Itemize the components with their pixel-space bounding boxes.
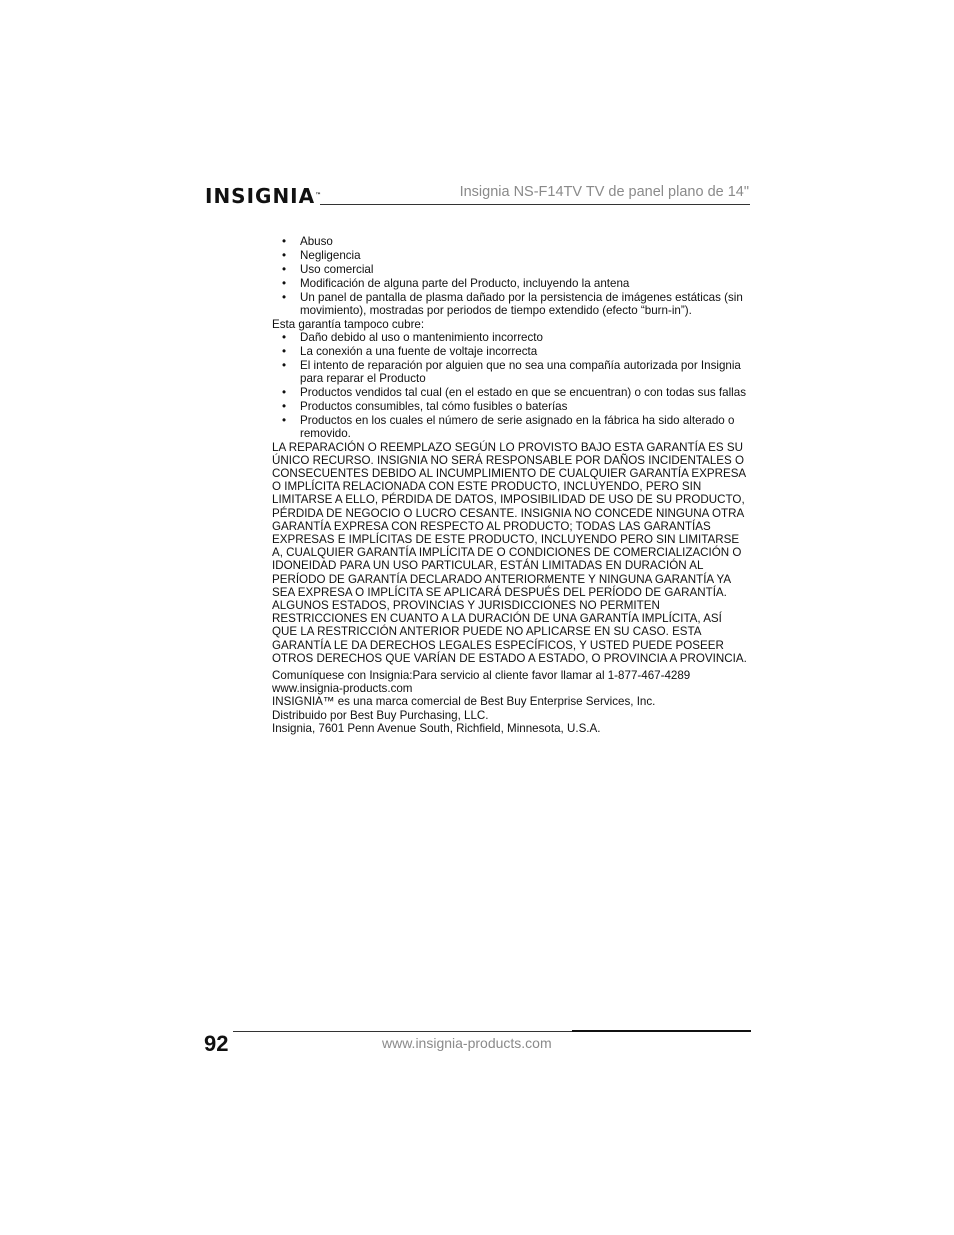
header-title: Insignia NS-F14TV TV de panel plano de 14": [459, 184, 749, 200]
bullet-icon: •: [282, 235, 287, 248]
page-content: [272, 235, 750, 735]
contact-website: www.insignia-products.com: [272, 682, 413, 696]
bullet-icon: •: [282, 290, 287, 304]
list-item-text: Productos en los cuales el número de serie asignado en la fábrica ha sido alterado o removido.: [300, 413, 735, 440]
list-item: [272, 277, 750, 290]
bullet-icon: •: [282, 276, 287, 290]
logo-text: INSIGNIA: [205, 184, 316, 208]
contact-phone: Comuníquese con Insignia:Para servicio al cliente favor llamar al 1-877-467-4289: [272, 669, 691, 683]
list-item: [272, 235, 750, 248]
company-address: Insignia, 7601 Penn Avenue South, Richfield, Minnesota, U.S.A.: [272, 721, 601, 735]
bullet-icon: •: [282, 385, 287, 399]
bullet-icon: •: [282, 330, 287, 344]
not-covered-list: [272, 235, 750, 317]
list-item-text: Uso comercial: [300, 262, 374, 276]
list-item-text: Negligencia: [300, 248, 361, 262]
list-item: [272, 359, 750, 385]
logo-trademark: ™: [315, 192, 322, 199]
footer-rule-accent: [572, 1030, 751, 1032]
list-item-text: Abuso: [300, 235, 333, 248]
distributor-notice: Distribuido por Best Buy Purchasing, LLC.: [272, 708, 489, 722]
also-not-covered-list: [272, 331, 750, 440]
page-number: 92: [204, 1031, 229, 1056]
bullet-icon: •: [282, 358, 287, 372]
list-item: [272, 263, 750, 276]
insignia-logo: [205, 184, 321, 208]
list-item: [272, 386, 750, 399]
bullet-icon: •: [282, 399, 287, 413]
list-item-text: Productos vendidos tal cual (en el estado en que se encuentran) o con todas sus fallas: [300, 385, 746, 399]
list-item-text: Productos consumibles, tal cómo fusibles o baterías: [300, 399, 568, 413]
bullet-icon: •: [282, 344, 287, 358]
warranty-disclaimer: LA REPARACIÓN O REEMPLAZO SEGÚN LO PROVISTO BAJO ESTA GARANTÍA ES SU ÚNICO RECURSO. INSIGNIA NO SERÁ RESPONSABLE POR DAÑOS INCIDENTALES O CONSECUENTES DEBIDO AL INCUMPLIMIENTO DE CUALQUIER GARANTÍA EXPRESA O IMPLÍCITA RELACIONADA CON ESTE PRODUCTO, INCLUYENDO, PERO SIN LIMITARSE A ELLO, PÉRDIDA DE DATOS, IMPOSIBILIDAD DE USO DE SU PRODUCTO, PÉRDIDA DE NEGOCIO O LUCRO CESANTE. INSIGNIA NO CONCEDE NINGUNA OTRA GARANTÍA EXPRESA CON RESPECTO AL PRODUCTO; TODAS LAS GARANTÍAS EXPRESAS E IMPLÍCITAS DE ESTE PRODUCTO, INCLUYENDO PERO SIN LIMITARSE A, CUALQUIER GARANTÍA IMPLÍCITA DE O CONDICIONES DE COMERCIALIZACIÓN O IDONEIDAD PARA UN USO PARTICULAR, ESTÁN LIMITADAS EN DURACIÓN AL PERÍODO DE GARANTÍA DECLARADO ANTERIORMENTE Y NINGUNA GARANTÍA YA SEA EXPRESA O IMPLÍCITA SE APLICARÁ DESPUÉS DEL PERÍODO DE GARANTÍA. ALGUNOS ESTADOS, PROVINCIAS Y JURISDICCIONES NO PERMITEN RESTRICCIONES EN CUANTO A LA DURACIÓN DE UNA GARANTÍA IMPLÍCITA, ASÍ QUE LA RESTRICCIÓN ANTERIOR PUEDE NO APLICARSE EN SU CASO. ESTA GARANTÍA LE DA DERECHOS LEGALES ESPECÍFICOS, Y USTED PUEDE POSEER OTROS DERECHOS QUE VARÍAN DE ESTADO A ESTADO, O PROVINCIA A PROVINCIA.: [272, 440, 747, 665]
list-item: [272, 249, 750, 262]
contact-block: [272, 669, 750, 735]
list-item: [272, 291, 750, 317]
list-item: [272, 400, 750, 413]
bullet-icon: •: [282, 413, 287, 427]
trademark-notice: INSIGNIA™ es una marca comercial de Best Buy Enterprise Services, Inc.: [272, 695, 656, 709]
also-not-covered-heading: Esta garantía tampoco cubre:: [272, 317, 425, 331]
list-item-text: La conexión a una fuente de voltaje incorrecta: [300, 344, 538, 358]
list-item: [272, 331, 750, 344]
list-item: [272, 414, 750, 440]
list-item-text: Modificación de alguna parte del Producto, incluyendo la antena: [300, 276, 630, 290]
list-item: [272, 345, 750, 358]
footer-url: www.insignia-products.com: [382, 1035, 552, 1051]
bullet-icon: •: [282, 248, 287, 262]
header-rule: [320, 204, 750, 205]
list-item-text: Un panel de pantalla de plasma dañado por la persistencia de imágenes estáticas (sin movimiento), mostradas por periodos de tiempo extendido (efecto “burn-in”).: [300, 290, 743, 317]
list-item-text: Daño debido al uso o mantenimiento incorrecto: [300, 330, 543, 344]
list-item-text: El intento de reparación por alguien que no sea una compañía autorizada por Insignia para reparar el Producto: [300, 358, 741, 385]
bullet-icon: •: [282, 262, 287, 276]
